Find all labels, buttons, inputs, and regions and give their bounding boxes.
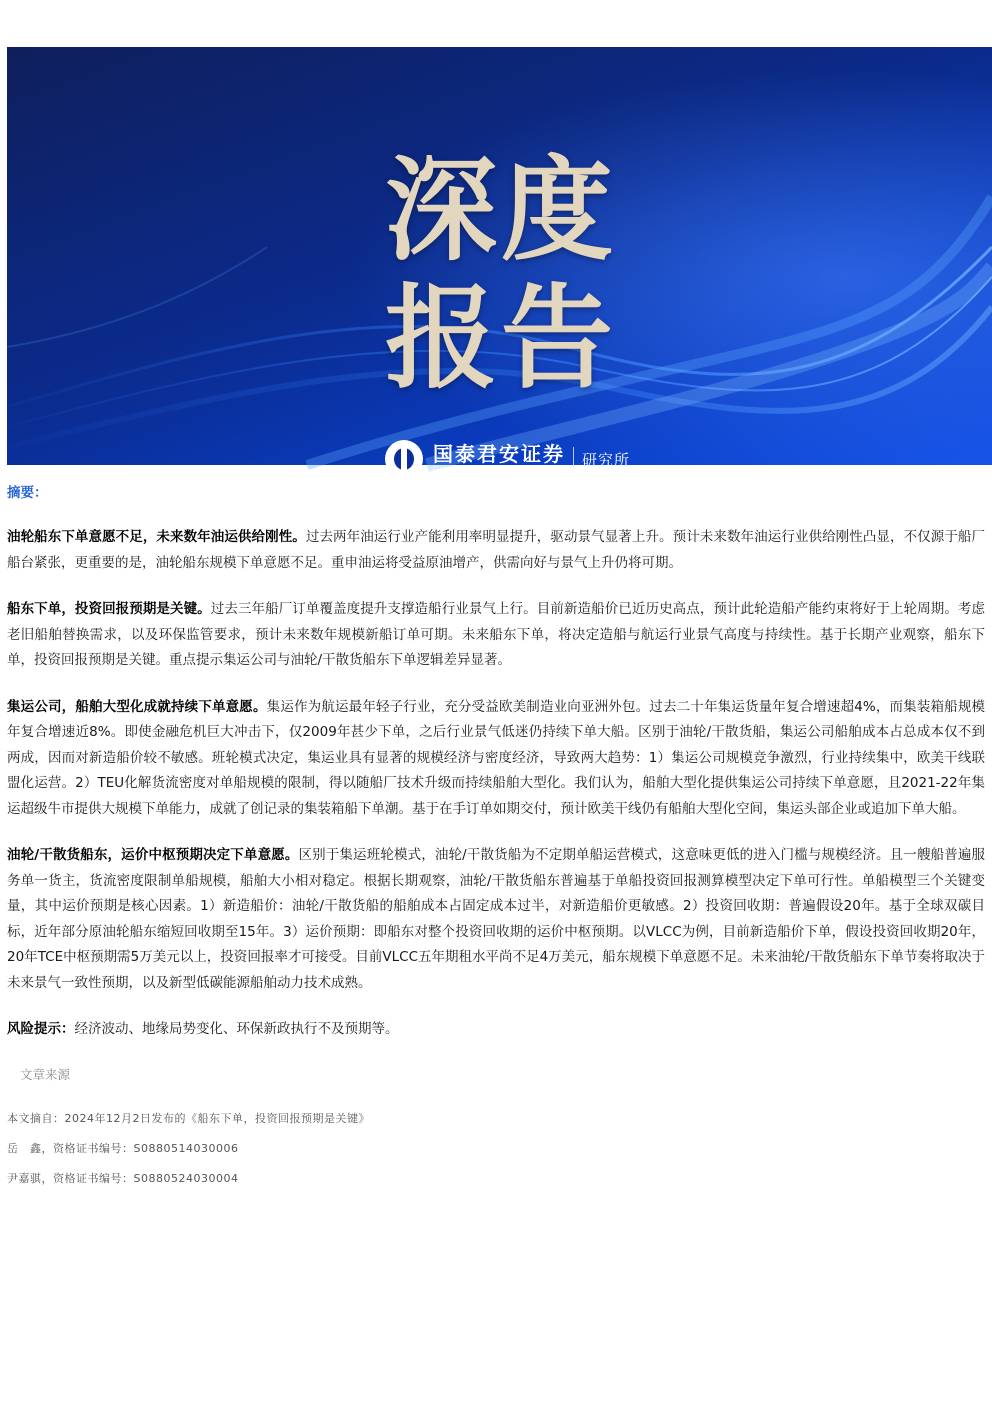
paragraph-container-shipping bbox=[7, 695, 985, 823]
analyst-credential: 岳 鑫，资格证书编号：S0880514030006 bbox=[7, 1141, 239, 1155]
paragraph-lead: 集运公司，船舶大型化成就持续下单意愿。 bbox=[7, 698, 267, 715]
brand-emblem-icon bbox=[385, 440, 423, 478]
paragraph-text: 过去三年船厂订单覆盖度提升支撑造船行业景气上行。目前新造船价已近历史高点，预计此轮造船产能约束将好于上轮周期。考虑老旧船舶替换需求，以及环保监管要求，预计未来数年规模新船订单可期。未来船东下单，将决定造船与航运行业景气高度与持续性。基于长期产业观察，船东下单，投资回报预期是关键。重点提示集运公司与油轮/干散货船东下单逻辑差异显著。 bbox=[7, 601, 986, 668]
paragraph-text: 区别于集运班轮模式，油轮/干散货船为不定期单船运营模式，这意味更低的进入门槛与规模经济。且一艘船普遍服务单一货主，货流密度限制单船规模，船舶大小相对稳定。根据长期观察，油轮/干散货船东普遍基于单船投资回报测算模型决定下单可行性。单船模型三个关键变量，其中运价预期是核心因素。1）新造船价：油轮/干散货船的船舶成本占固定成本过半，对新造船价更敏感。2）投资回收期：普遍假设20年。基于全球双碳目标，近年部分原油轮船东缩短回收期至15年。3）运价预期：即船东对整个投资回收期的运价中枢预期。以VLCC为例，目前新造船价下单，假设投资回收期20年，20年TCE中枢预期需5万美元以上，投资回报率才可接受。目前VLCC五年期租水平尚不足4万美元，船东规模下单意愿不足。未来油轮/干散货船东下单节奏将取决于未来景气一致性预期，以及新型低碳能源船舶动力技术成熟。 bbox=[7, 847, 986, 991]
banner-title-line2: 报告 bbox=[385, 273, 617, 404]
article-body bbox=[7, 480, 985, 1199]
paragraph-tanker-bulk bbox=[7, 843, 985, 996]
brand-logo bbox=[385, 439, 630, 479]
banner-title-line1: 深度 bbox=[385, 145, 617, 276]
brand-wordmark bbox=[433, 443, 565, 475]
risk-warning bbox=[7, 1017, 985, 1043]
banner-title bbox=[385, 147, 645, 403]
brand-name-en: GUOTAI JUNAN SECURITIES bbox=[433, 465, 555, 474]
paragraph-lead: 油轮船东下单意愿不足，未来数年油运供给刚性。 bbox=[7, 529, 306, 545]
analyst-credential: 尹嘉骐，资格证书编号：S0880524030004 bbox=[7, 1171, 239, 1185]
paragraph-text: 过去两年油运行业产能利用率明显提升，驱动景气显著上升。预计未来数年油运行业供给刚性凸显，不仅源于船厂船台紧张，更重要的是，油轮船东规模下单意愿不足。重申油运将受益原油增产，供需向好与景气上升仍将可期。 bbox=[7, 529, 985, 571]
source-note: 本文摘自：2024年12月2日发布的《船东下单，投资回报预期是关键》 bbox=[7, 1111, 370, 1125]
brand-name-cn: 国泰君安证券 bbox=[433, 442, 565, 466]
risk-lead: 风险提示： bbox=[7, 1021, 75, 1037]
paragraph-lead: 油轮/干散货船东，运价中枢预期决定下单意愿。 bbox=[7, 847, 299, 863]
cover-banner bbox=[7, 47, 992, 474]
article-source-link[interactable]: 文章来源 bbox=[20, 1066, 71, 1082]
paragraph-shipowner-orders bbox=[7, 597, 985, 674]
paragraph-lead: 船东下单，投资回报预期是关键。 bbox=[7, 601, 211, 617]
risk-text: 经济波动、地缘局势变化、环保新政执行不及预期等。 bbox=[74, 1021, 399, 1037]
abstract-label: 摘要： bbox=[7, 485, 48, 501]
logo-divider bbox=[573, 447, 574, 471]
brand-institute: 研究所 bbox=[582, 450, 631, 469]
paragraph-text: 集运作为航运最年轻子行业，充分受益欧美制造业向亚洲外包。过去二十年集运货量年复合增速超4%，而集装箱船规模年复合增速近8%。即使金融危机巨大冲击下，仅2009年甚少下单，之后行业景气低迷仍持续下单大船。区别于油轮/干散货船，集运公司船舶成本占总成本仅不到两成，因而对新造船价较不敏感。班轮模式决定，集运业具有显著的规模经济与密度经济，导致两大趋势：1）集运公司规模竞争激烈，行业持续集中，欧美干线联盟化运营。2）TEU化解货流密度对单船规模的限制，得以随船厂技术升级而持续船舶大型化。我们认为，船舶大型化提供集运公司持续下单意愿，且2021-22年集运超级牛市提供大规模下单能力，成就了创记录的集装箱船下单潮。基于在手订单如期交付，预计欧美干线仍有船舶大型化空间，集运头部企业或追加下单大船。 bbox=[7, 698, 986, 817]
paragraph-oil-tanker bbox=[7, 525, 985, 576]
